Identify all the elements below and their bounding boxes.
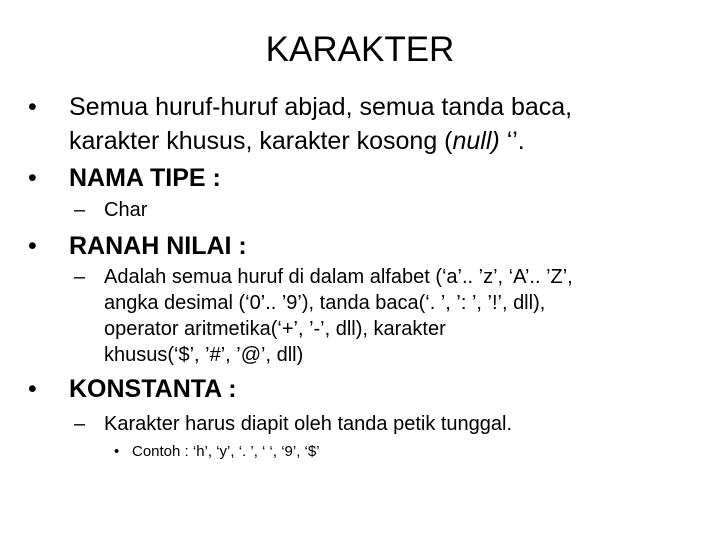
nama-tipe-heading: NAMA TIPE : — [69, 164, 221, 192]
bullet-icon: • — [28, 93, 37, 121]
bullet-icon: • — [28, 232, 37, 260]
bullet-item-konstanta — [28, 373, 708, 405]
bullet-item-definition — [28, 91, 708, 161]
slide-title: KARAKTER — [265, 30, 455, 69]
char-type-label: Char — [104, 199, 148, 221]
ranah-nilai-heading: RANAH NILAI : — [69, 232, 247, 260]
dash-icon: – — [74, 413, 86, 435]
bullet-icon: • — [114, 443, 120, 460]
sub-sub-item-contoh — [114, 442, 674, 462]
definition-line-2 — [69, 125, 525, 157]
ranah-line-1: Adalah semua huruf di dalam alfabet (‘a’.. ’z’, ‘A’.. ’Z’, — [104, 266, 573, 288]
definition-line-2-start: karakter khusus, karakter kosong ( — [69, 127, 453, 155]
ranah-line-4: khusus(‘$’, ’#’, ’@’, dll) — [104, 344, 304, 366]
konstanta-heading: KONSTANTA : — [69, 375, 237, 403]
sub-item-ranah-description — [74, 265, 714, 365]
sub-item-konstanta-rule — [74, 412, 714, 437]
bullet-icon: • — [28, 375, 37, 403]
bullet-icon: • — [28, 164, 37, 192]
konstanta-rule-text: Karakter harus diapit oleh tanda petik tunggal. — [104, 413, 513, 435]
definition-line-1: Semua huruf-huruf abjad, semua tanda baca, — [69, 93, 573, 121]
sub-item-char — [74, 198, 694, 223]
bullet-item-nama-tipe — [28, 162, 708, 194]
ranah-line-2: angka desimal (‘0’.. ’9’), tanda baca(‘. ’, ’: ’, ’!’, dll), — [104, 292, 546, 314]
contoh-text: Contoh : ‘h’, ‘y’, ‘. ’, ‘ ‘, ‘9’, ‘$’ — [132, 443, 320, 460]
dash-icon: – — [74, 266, 86, 288]
bullet-item-ranah-nilai — [28, 230, 708, 262]
dash-icon: – — [74, 199, 86, 221]
definition-line-2-end: ‘’. — [499, 127, 525, 155]
definition-null-italic: null) — [452, 127, 500, 155]
ranah-line-3: operator aritmetika(‘+’, ’-’, dll), karakter — [104, 318, 446, 340]
